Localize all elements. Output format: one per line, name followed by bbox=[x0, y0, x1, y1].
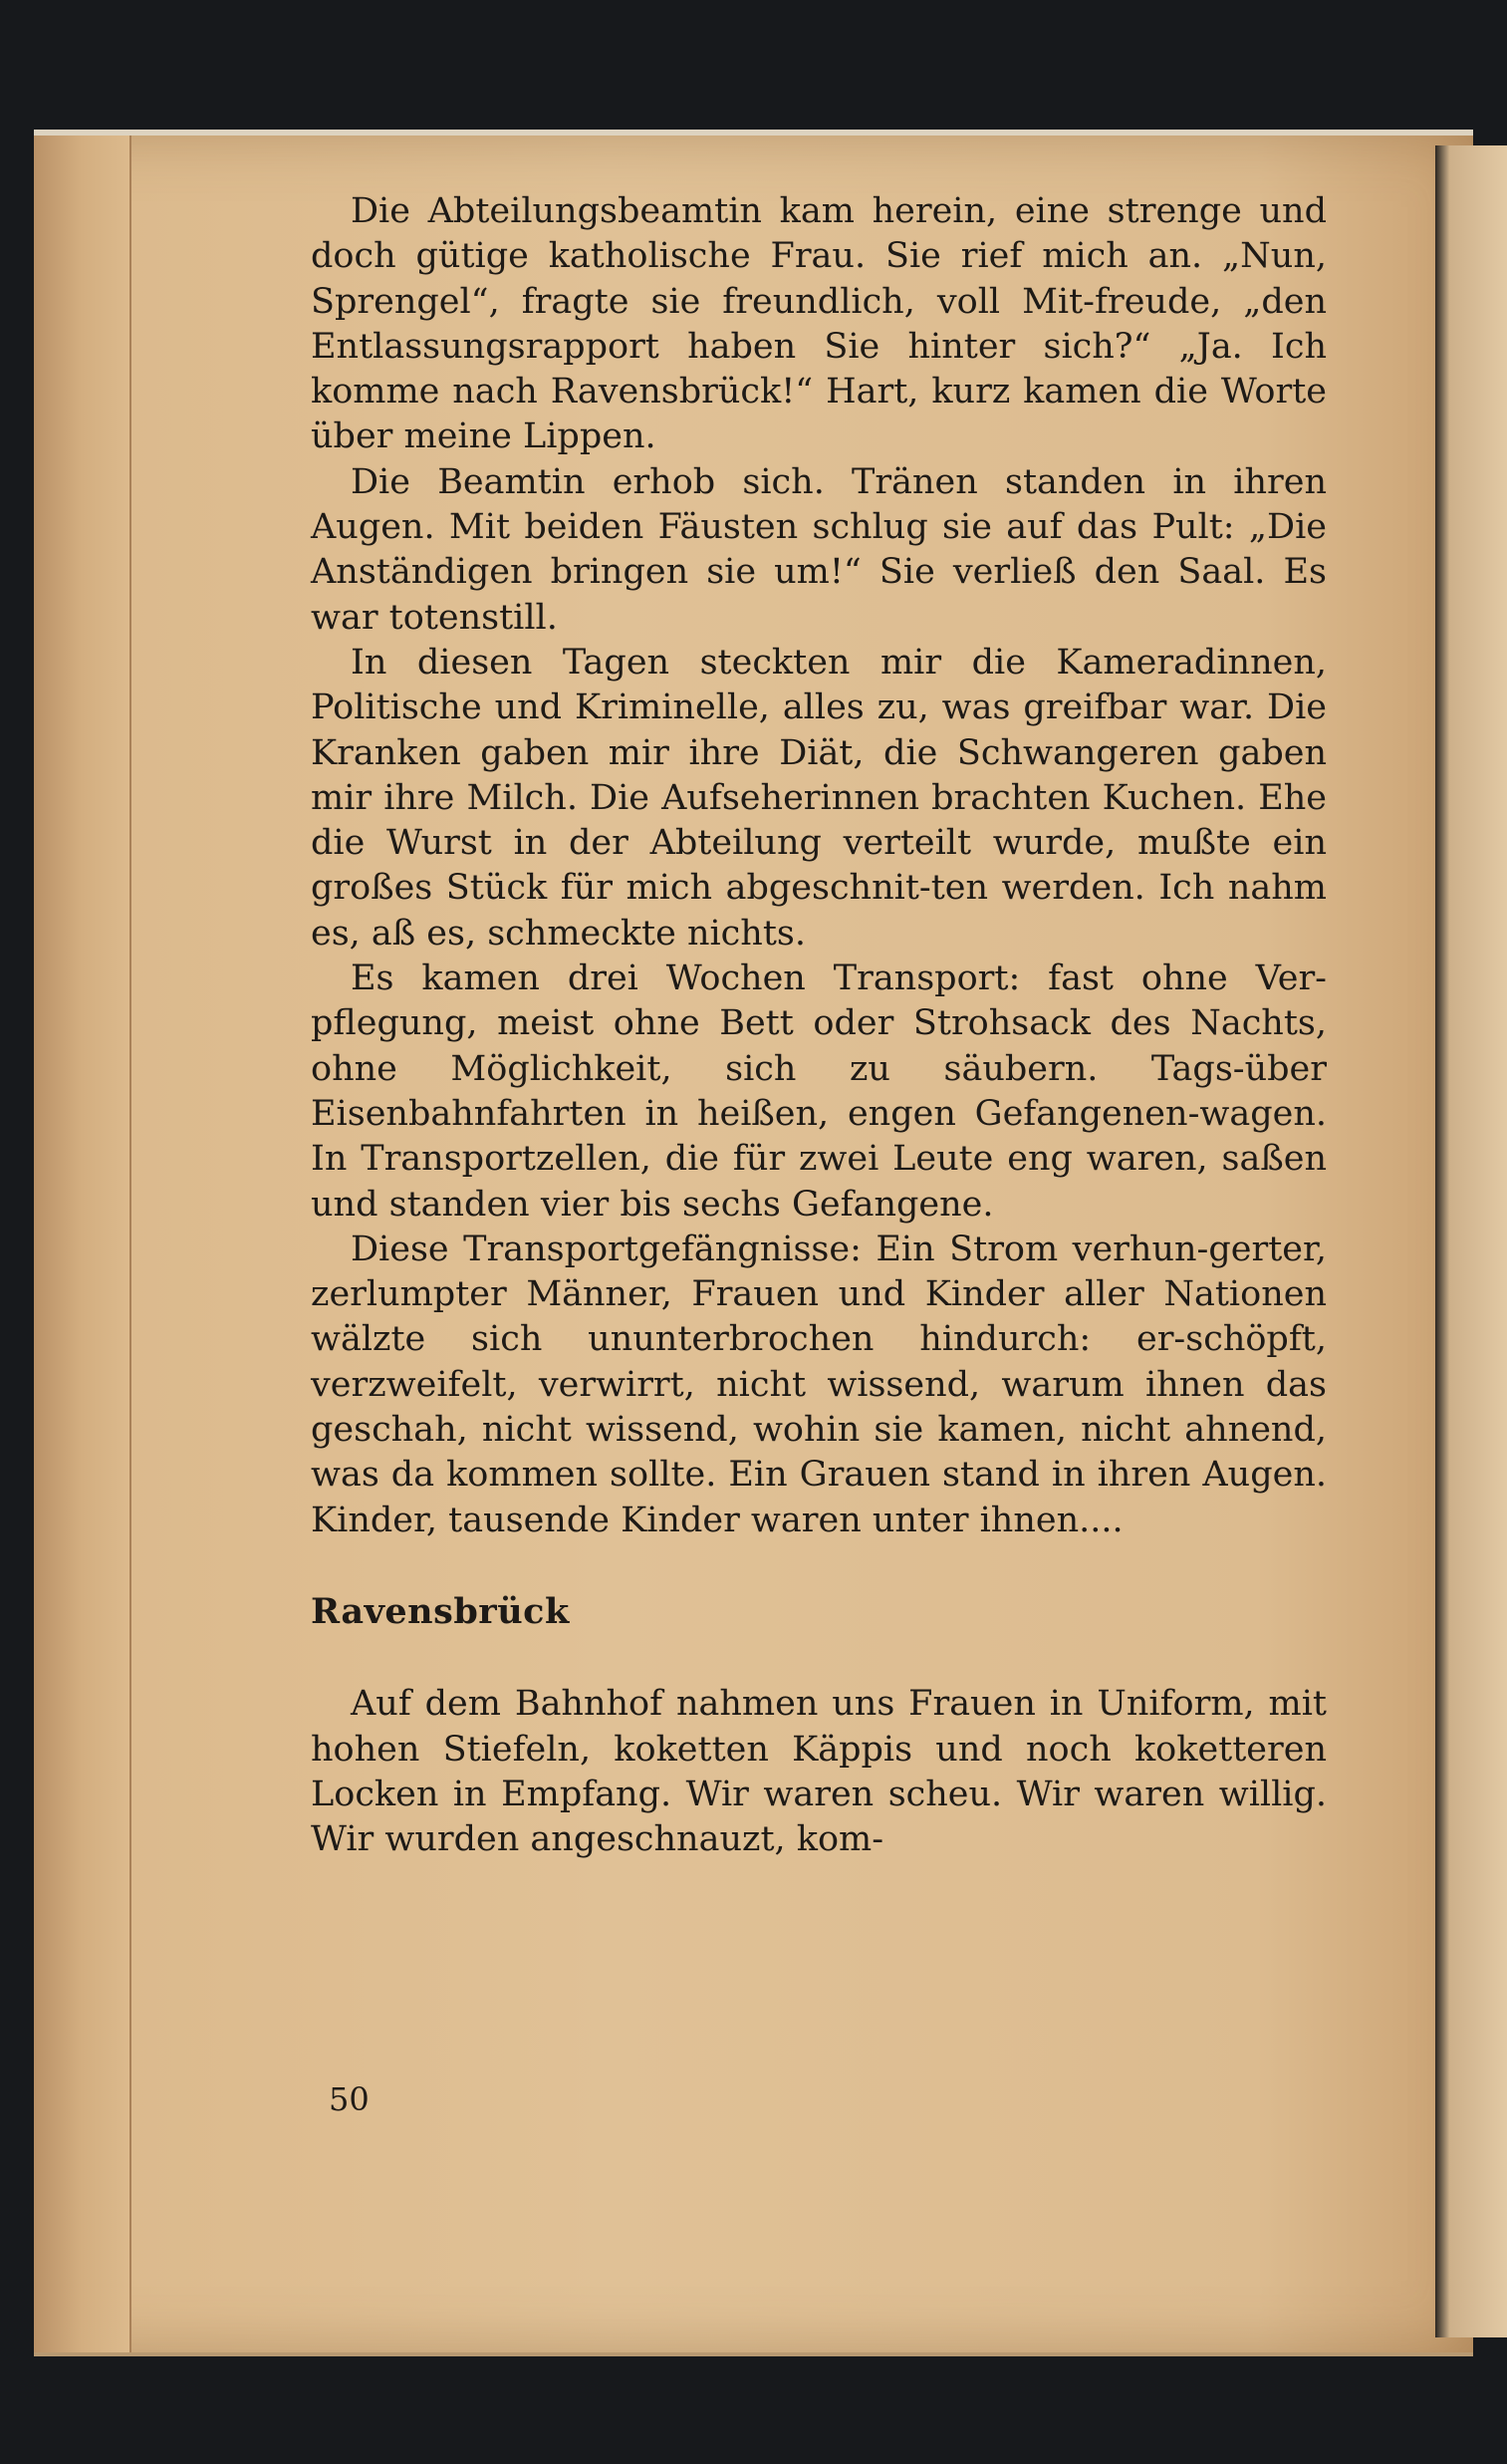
next-page-edge bbox=[1435, 145, 1507, 2337]
page-number: 50 bbox=[329, 2080, 370, 2118]
section-heading: Ravensbrück bbox=[311, 1590, 570, 1632]
paragraph-4: Es kamen drei Wochen Transport: fast ohne Ver-pflegung, meist ohne Bett oder Strohsack des Nachts, ohne Möglichkeit, sich zu säubern. Tags-über Eisenbahnfahrten in heißen, engen Gefangenen-wagen. In Transportzellen, die für zwei Leute eng waren, saßen und standen vier bis sechs Gefangene. bbox=[311, 958, 1327, 1225]
paragraph-3: In diesen Tagen steckten mir die Kameradinnen, Politische und Kriminelle, alles zu, was greifbar war. Die Kranken gaben mir ihre Diät, die Schwangeren gaben mir ihre Milch. Die Aufseherinnen brachten Kuchen. Ehe die Wurst in der Abteilung verteilt wurde, mußte ein großes Stück für mich abgeschnit-ten werden. Ich nahm es, aß es, schmeckte nichts. bbox=[311, 642, 1327, 954]
paragraph-1: Die Abteilungsbeamtin kam herein, eine strenge und doch gütige katholische Frau. Sie rief mich an. „Nun, Sprengel“, fragte sie freundlich, voll Mit-freude, „den Entlassungsrapport haben Sie hinter sich?“ „Ja. Ich komme nach Ravensbrück!“ Hart, kurz kamen die Worte über meine Lippen. bbox=[311, 191, 1327, 457]
body-text bbox=[311, 189, 1327, 1862]
paragraph-2: Die Beamtin erhob sich. Tränen standen in ihren Augen. Mit beiden Fäusten schlug sie auf das Pult: „Die Anständigen bringen sie um!“ Sie verließ den Saal. Es war totenstill. bbox=[311, 461, 1327, 638]
paragraph-5: Diese Transportgefängnisse: Ein Strom verhun-gerter, zerlumpter Männer, Frauen und Kinder aller Nationen wälzte sich ununterbrochen hindurch: er-schöpft, verzweifelt, verwirrt, nicht wissend, warum ihnen das geschah, nicht wissend, wohin sie kamen, nicht ahnend, was da kommen sollte. Ein Grauen stand in ihren Augen. Kinder, tausende Kinder waren unter ihnen.... bbox=[311, 1229, 1327, 1540]
page-spine bbox=[34, 136, 131, 2352]
section-paragraph: Auf dem Bahnhof nahmen uns Frauen in Uniform, mit hohen Stiefeln, koketten Käppis und noch koketteren Locken in Empfang. Wir waren scheu. Wir waren willig. Wir wurden angeschnauzt, kom- bbox=[311, 1684, 1327, 1860]
